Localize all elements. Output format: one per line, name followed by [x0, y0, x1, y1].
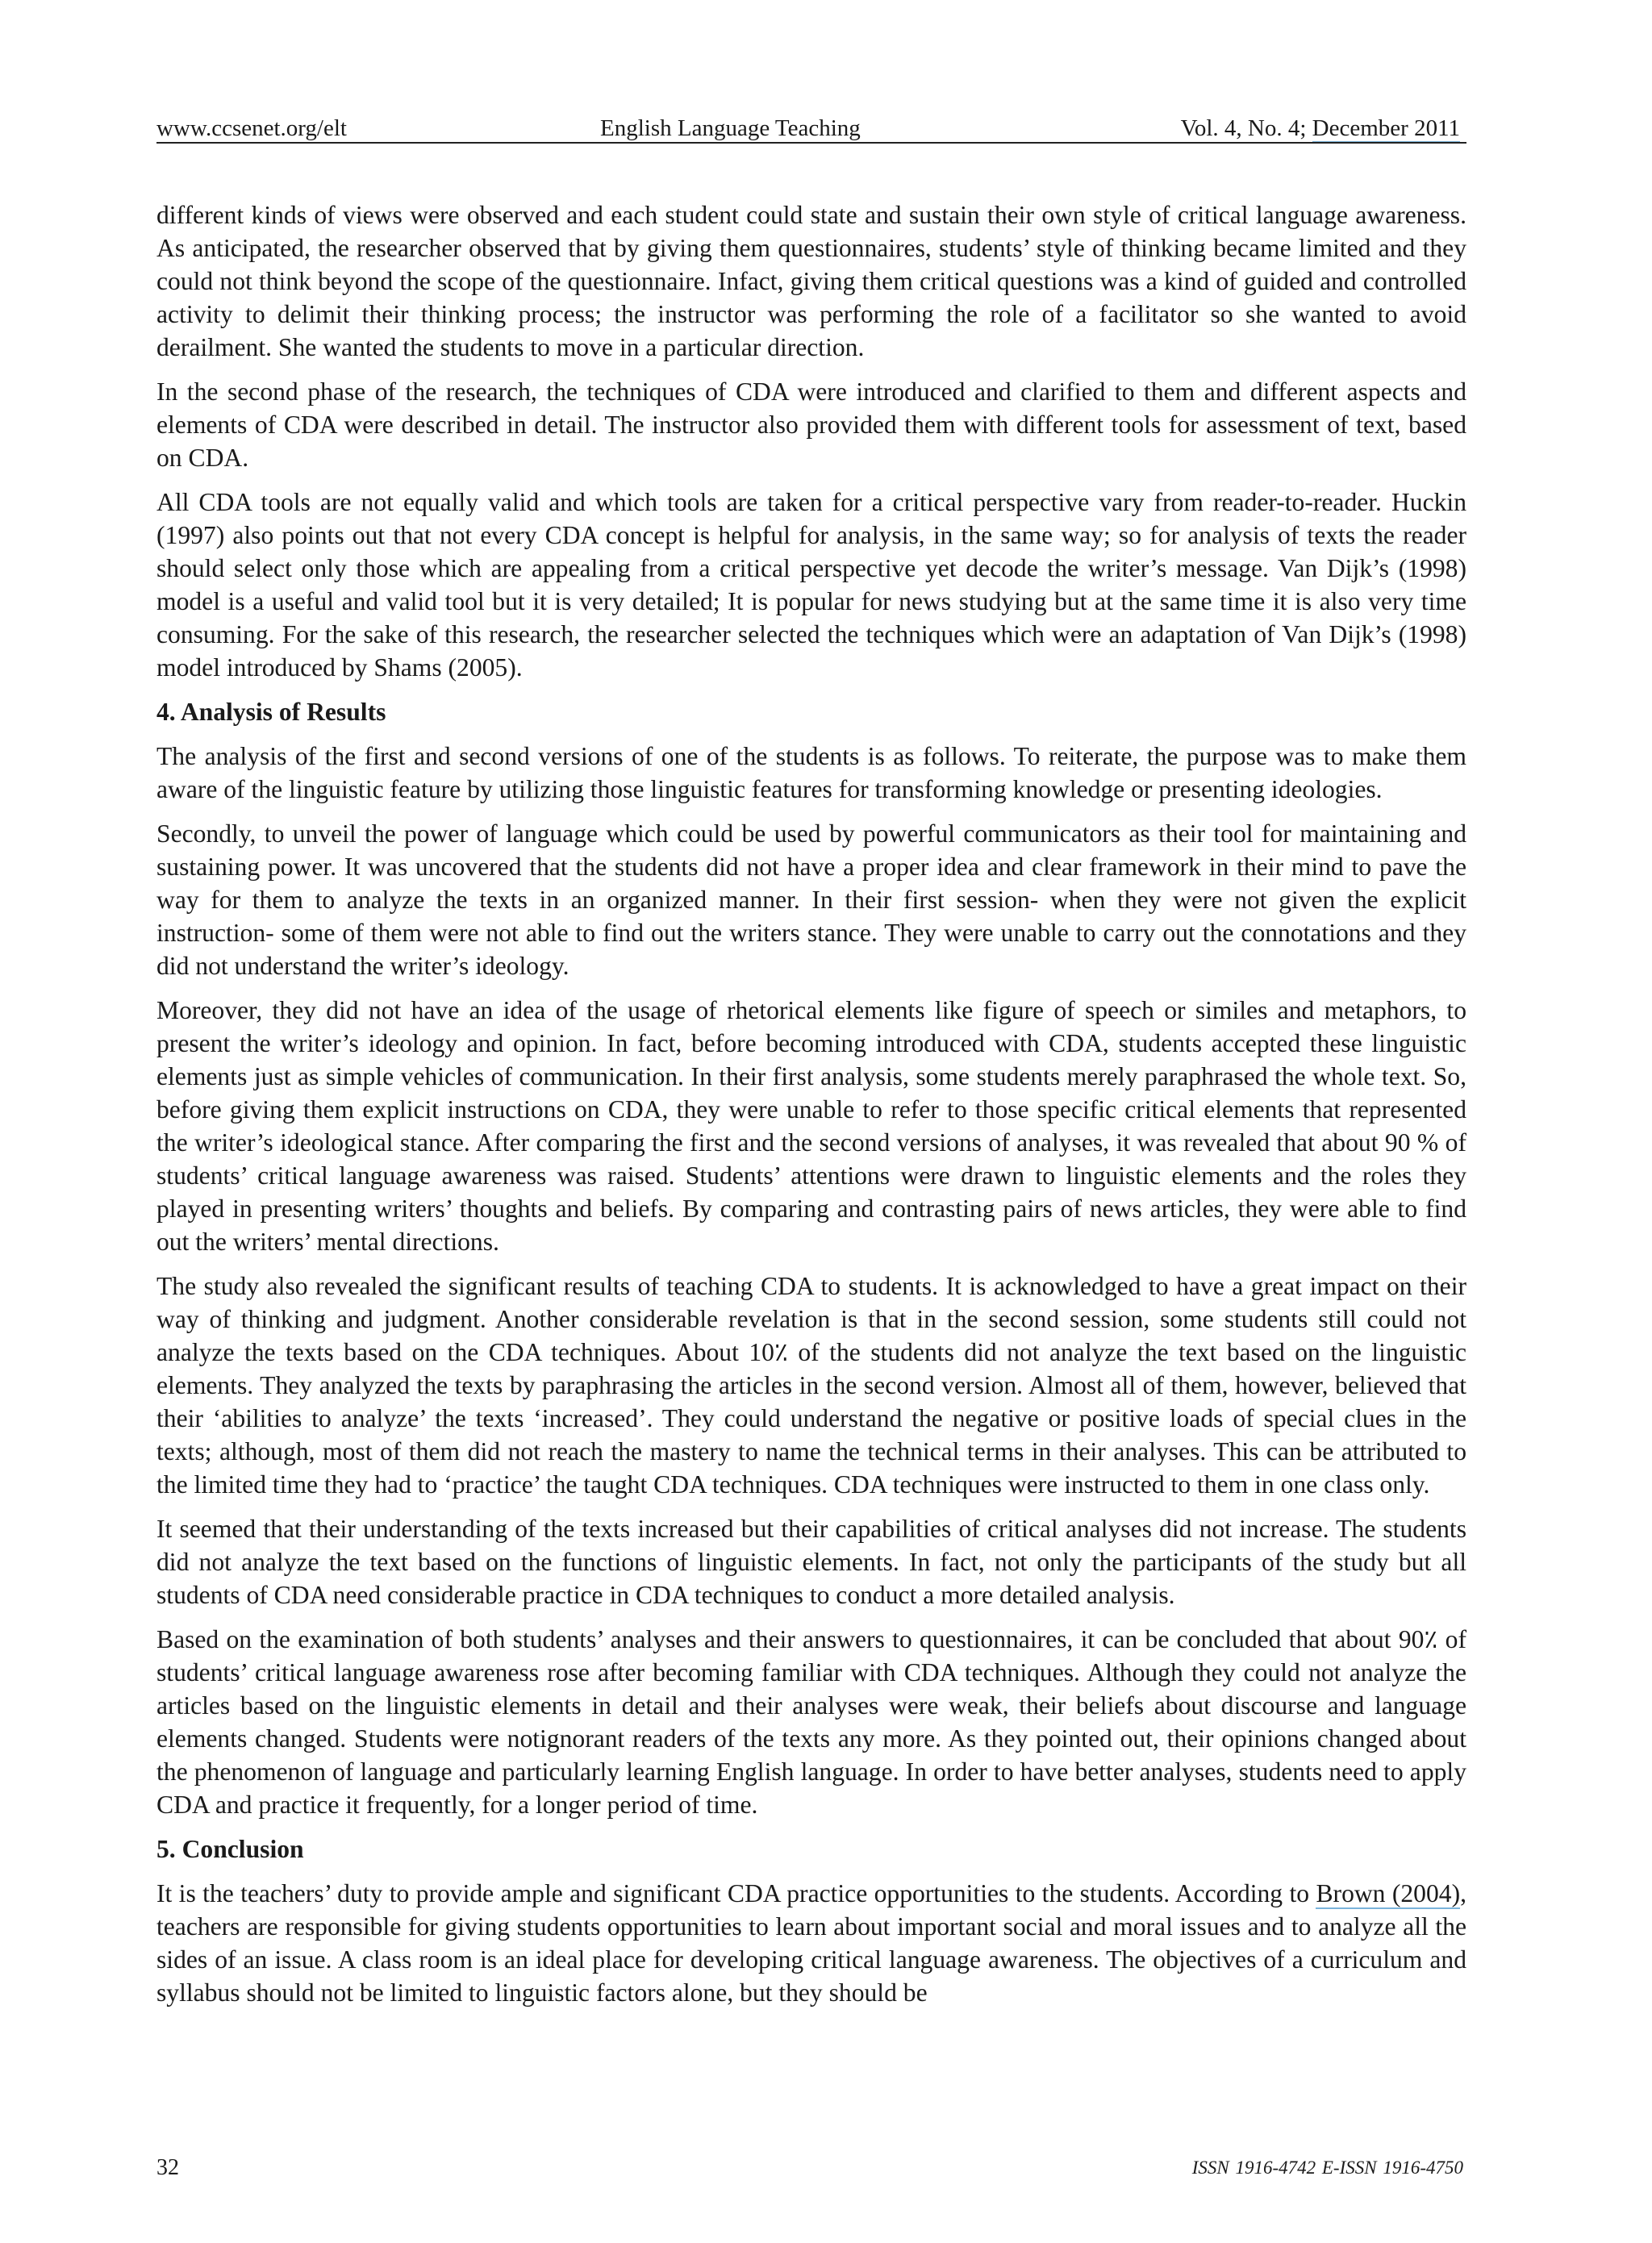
paragraph: Secondly, to unveil the power of language which could be used by powerful communicators as their tool for maintaining and sustaining power. It was uncovered that the students did not have a proper idea and clear framework in their mind to pave the way for them to analyze the texts in an organized manner. In their first session- when they were not given the explicit instruction- some of them were not able to find out the writers stance. They were unable to carry out the connotations and they did not understand the writer’s ideology.: [156, 819, 1466, 980]
citation-link[interactable]: Brown (2004): [1316, 1879, 1461, 1907]
section-heading-conclusion: 5. Conclusion: [156, 1835, 304, 1863]
paragraph: [156, 1877, 1466, 2009]
header-rule: [156, 142, 1466, 144]
article-body: [156, 198, 1466, 2020]
paragraph-text: It is the teachers’ duty to provide ample and significant CDA practice opportunities to the students. According to: [156, 1879, 1316, 1907]
issue-date: December 2011: [1312, 115, 1460, 141]
issn-info: ISSN 1916-4742 E-ISSN 1916-4750: [1191, 2158, 1463, 2178]
journal-url: www.ccsenet.org/elt: [156, 115, 347, 141]
journal-title: English Language Teaching: [600, 115, 861, 141]
paragraph: Based on the examination of both students’ analyses and their answers to questionnaires, it can be concluded that about 90٪ of students’ critical language awareness rose after becoming familiar with CDA techniques. Although they could not analyze the articles based on the linguistic elements in detail and their analyses were weak, their beliefs about discourse and language elements changed. Students were notignorant readers of the texts any more. As they pointed out, their opinions changed about the phenomenon of language and particularly learning English language. In order to have better analyses, students need to apply CDA and practice it frequently, for a longer period of time.: [156, 1625, 1466, 1819]
paragraph-text: , teachers are responsible for giving students opportunities to learn about important social and moral issues and to analyze all the sides of an issue. A class room is an ideal place for developing critical language awareness. The objectives of a curriculum and syllabus should not be limited to linguistic factors alone, but they should be: [156, 1879, 1466, 2007]
paragraph: All CDA tools are not equally valid and which tools are taken for a critical perspective vary from reader-to-reader. Huckin (1997) also points out that not every CDA concept is helpful for analysis, in the same way; so for analysis of texts the reader should select only those which are appealing from a critical perspective yet decode the writer’s message. Van Dijk’s (1998) model is a useful and valid tool but it is very detailed; It is popular for news studying but at the same time it is also very time consuming. For the sake of this research, the researcher selected the techniques which were an adaptation of Van Dijk’s (1998) model introduced by Shams (2005).: [156, 488, 1466, 682]
volume-number: Vol. 4, No. 4;: [1180, 115, 1312, 141]
section-heading-analysis-of-results: 4. Analysis of Results: [156, 698, 386, 726]
paragraph: The analysis of the first and second versions of one of the students is as follows. To reiterate, the purpose was to make them aware of the linguistic feature by utilizing those linguistic features for transforming knowledge or presenting ideologies.: [156, 742, 1466, 803]
paragraph: In the second phase of the research, the techniques of CDA were introduced and clarified to them and different aspects and elements of CDA were described in detail. The instructor also provided them with different tools for assessment of text, based on CDA.: [156, 377, 1466, 472]
paragraph: Moreover, they did not have an idea of the usage of rhetorical elements like figure of speech or similes and metaphors, to present the writer’s ideology and opinion. In fact, before becoming introduced with CDA, students accepted these linguistic elements just as simple vehicles of communication. In their first analysis, some students merely paraphrased the whole text. So, before giving them explicit instructions on CDA, they were unable to refer to those specific critical elements that represented the writer’s ideological stance. After comparing the first and the second versions of analyses, it was revealed that about 90 % of students’ critical language awareness was raised. Students’ attentions were drawn to linguistic elements and the roles they played in presenting writers’ thoughts and beliefs. By comparing and contrasting pairs of news articles, they were able to find out the writers’ mental directions.: [156, 996, 1466, 1256]
page-number: 32: [156, 2155, 179, 2180]
page-footer: [156, 2152, 1466, 2184]
paragraph: The study also revealed the significant results of teaching CDA to students. It is acknowledged to have a great impact on their way of thinking and judgment. Another considerable revelation is that in the second session, some students still could not analyze the texts based on the CDA techniques. About 10٪ of the students did not analyze the text based on the linguistic elements. They analyzed the texts by paraphrasing the articles in the second version. Almost all of them, however, believed that their ‘abilities to analyze’ the texts ‘increased’. They could understand the negative or positive loads of special clues in the texts; although, most of them did not reach the mastery to name the technical terms in their analyses. This can be attributed to the limited time they had to ‘practice’ the taught CDA techniques. CDA techniques were instructed to them in one class only.: [156, 1272, 1466, 1499]
paragraph: It seemed that their understanding of the texts increased but their capabilities of critical analyses did not increase. The students did not analyze the text based on the functions of linguistic elements. In fact, not only the participants of the study but all students of CDA need considerable practice in CDA techniques to conduct a more detailed analysis.: [156, 1515, 1466, 1609]
paragraph: different kinds of views were observed and each student could state and sustain their own style of critical language awareness. As anticipated, the researcher observed that by giving them questionnaires, students’ style of thinking became limited and they could not think beyond the scope of the questionnaire. Infact, giving them critical questions was a kind of guided and controlled activity to delimit their thinking process; the instructor was performing the role of a facilitator so she wanted to avoid derailment. She wanted the students to move in a particular direction.: [156, 201, 1466, 361]
